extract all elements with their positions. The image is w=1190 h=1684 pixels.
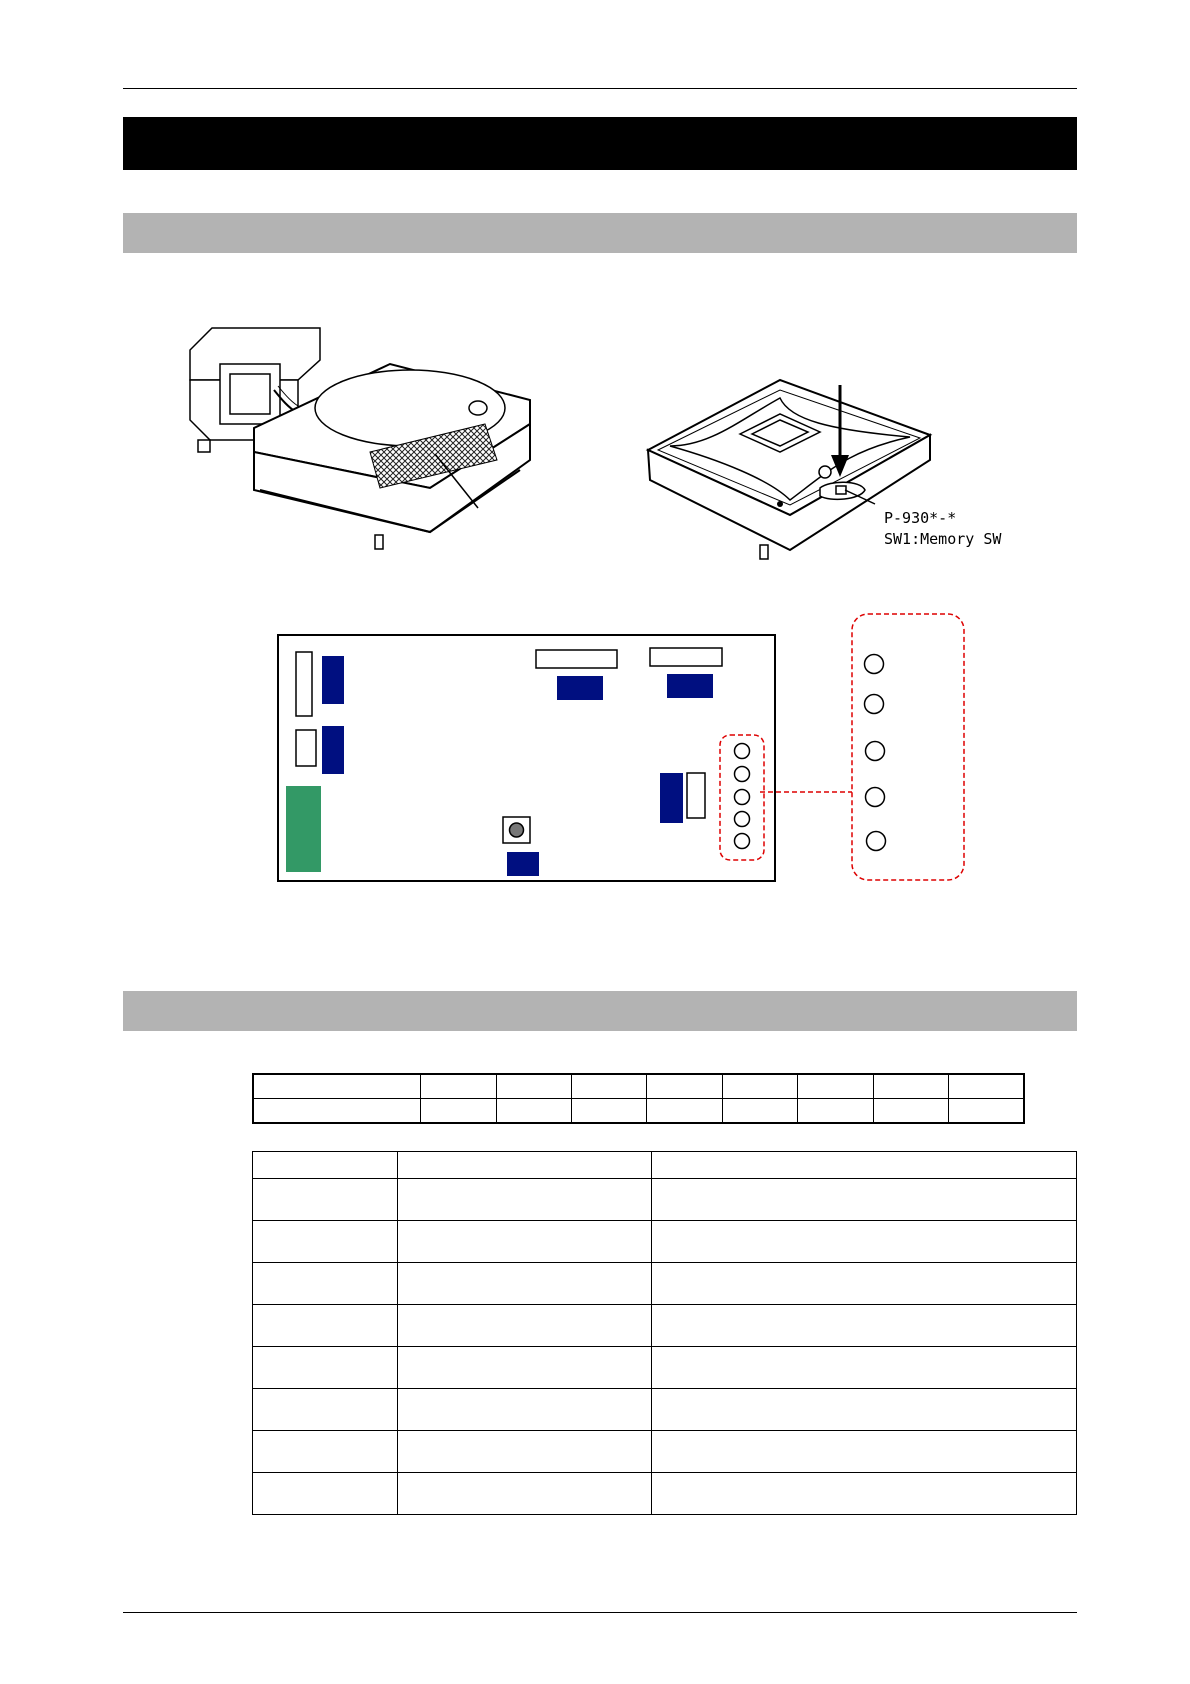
table-cell — [397, 1221, 651, 1263]
table-row — [253, 1263, 1077, 1305]
table-row — [253, 1074, 1024, 1099]
table-cell — [873, 1074, 948, 1099]
table-cell — [651, 1305, 1077, 1347]
table-cell — [397, 1473, 651, 1515]
table-header-cell — [397, 1152, 651, 1179]
table-cell — [253, 1179, 398, 1221]
table-row — [253, 1305, 1077, 1347]
table-cell — [253, 1347, 398, 1389]
chapter-title-bar — [123, 117, 1077, 170]
led-indicator-large — [865, 695, 884, 714]
table-header-row — [253, 1152, 1077, 1179]
table-cell — [949, 1099, 1024, 1124]
table-cell — [421, 1074, 496, 1099]
led-indicator-large — [866, 742, 885, 761]
table-cell — [397, 1263, 651, 1305]
table-cell — [647, 1099, 722, 1124]
circuit-board-diagram — [277, 634, 777, 884]
table-cell — [651, 1347, 1077, 1389]
table-cell — [253, 1431, 398, 1473]
down-arrow-icon — [830, 385, 850, 480]
connector-outline — [687, 773, 705, 818]
table-cell — [253, 1221, 398, 1263]
board-component-label — [557, 676, 603, 700]
table-cell — [496, 1099, 571, 1124]
table-cell — [798, 1074, 873, 1099]
table-cell — [651, 1473, 1077, 1515]
table-cell — [647, 1074, 722, 1099]
table-cell — [651, 1263, 1077, 1305]
table-cell — [798, 1099, 873, 1124]
table-cell — [421, 1099, 496, 1124]
table-cell — [397, 1431, 651, 1473]
led-indicator — [735, 744, 750, 759]
table-row — [253, 1179, 1077, 1221]
table-cell — [651, 1389, 1077, 1431]
section-bar-2 — [123, 991, 1077, 1031]
table-cell — [651, 1221, 1077, 1263]
table-row — [253, 1347, 1077, 1389]
table-row — [253, 1221, 1077, 1263]
table-cell — [496, 1074, 571, 1099]
led-indicator — [735, 767, 750, 782]
led-enlarged-view — [760, 612, 970, 882]
connector-outline — [296, 652, 312, 716]
switch-detail-table — [252, 1151, 1077, 1515]
table-cell — [253, 1263, 398, 1305]
table-cell — [949, 1074, 1024, 1099]
table-cell — [873, 1099, 948, 1124]
table-cell — [397, 1347, 651, 1389]
table-cell — [651, 1179, 1077, 1221]
table-cell — [253, 1389, 398, 1431]
board-component-label — [667, 674, 713, 698]
callout-model: P-930*-* — [884, 509, 957, 527]
led-indicator-large — [865, 655, 884, 674]
memory-switch-knob — [510, 823, 524, 837]
table-cell — [253, 1473, 398, 1515]
switch-setting-table — [252, 1073, 1025, 1124]
board-component-label — [507, 852, 539, 876]
led-indicator-large — [867, 832, 886, 851]
table-header-cell — [253, 1152, 398, 1179]
table-cell — [253, 1074, 421, 1099]
board-component-label — [322, 726, 344, 774]
weighing-unit-top-view-illustration — [180, 320, 560, 570]
board-green-block — [286, 786, 321, 872]
led-indicator — [735, 790, 750, 805]
header-rule — [123, 88, 1077, 89]
table-row — [253, 1473, 1077, 1515]
table-cell — [722, 1099, 797, 1124]
board-outline — [278, 635, 775, 881]
table-row — [253, 1389, 1077, 1431]
table-header-cell — [651, 1152, 1077, 1179]
table-cell — [651, 1431, 1077, 1473]
table-row — [253, 1431, 1077, 1473]
table-cell — [572, 1074, 647, 1099]
connector-outline — [536, 650, 617, 668]
table-cell — [722, 1074, 797, 1099]
callout-switch: SW1:Memory SW — [884, 530, 1002, 548]
table-cell — [253, 1305, 398, 1347]
footer-rule — [123, 1612, 1077, 1613]
led-indicator — [735, 812, 750, 827]
table-cell — [397, 1305, 651, 1347]
table-cell — [253, 1099, 421, 1124]
section-bar-1 — [123, 213, 1077, 253]
led-indicator-large — [866, 788, 885, 807]
board-component-label — [660, 773, 683, 823]
table-row — [253, 1099, 1024, 1124]
board-component-label — [322, 656, 344, 704]
table-cell — [397, 1389, 651, 1431]
connector-outline — [296, 730, 316, 766]
connector-outline — [650, 648, 722, 666]
led-indicator — [735, 834, 750, 849]
table-cell — [397, 1179, 651, 1221]
table-cell — [572, 1099, 647, 1124]
